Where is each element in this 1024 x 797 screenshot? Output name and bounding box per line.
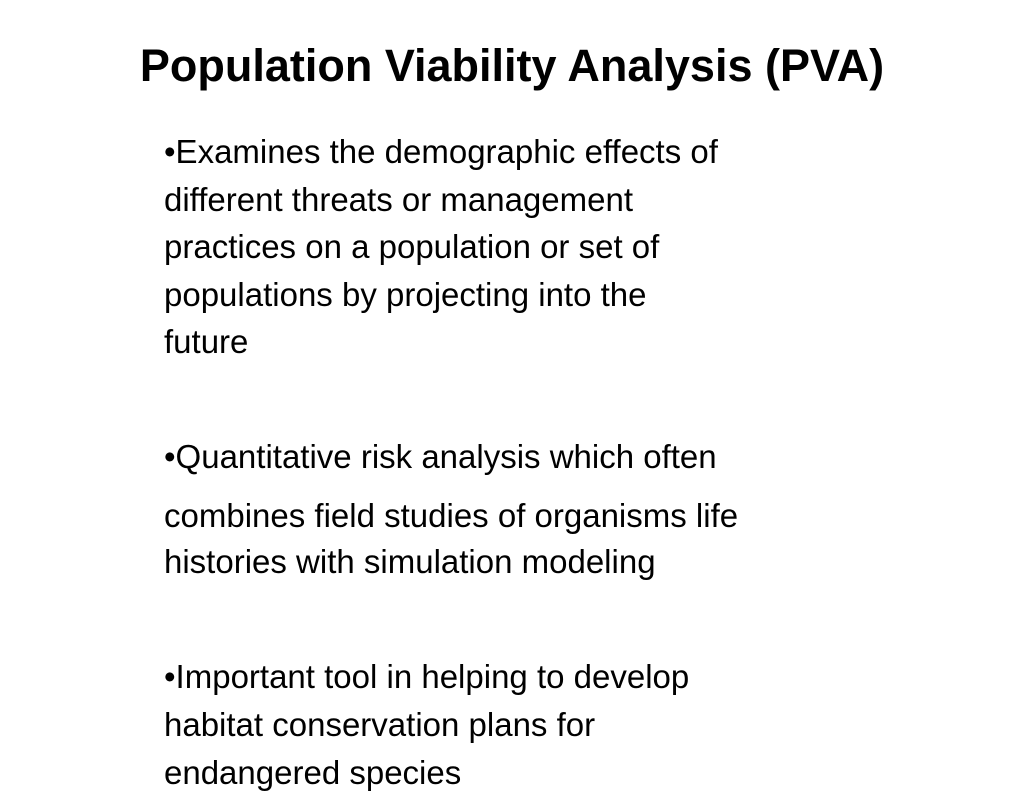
bullet-item [164,434,884,585]
bullet-item [164,128,884,366]
bullet-text-line: •Quantitative risk analysis which often [164,438,717,475]
bullet-text-line: future [164,323,249,360]
bullet-text-line: •Important tool in helping to develop [164,658,690,695]
bullet-text-line: histories with simulation modeling [164,543,656,580]
bullet-item [164,653,884,797]
bullet-text-line: different threats or management [164,180,633,218]
bullet-text-line: practices on a population or set of [164,228,660,265]
bullet-text-line: endangered species [164,754,462,791]
slide-title: Population Viability Analysis (PVA) [139,40,885,91]
bullet-text-line: combines field studies of organisms life [164,497,739,534]
bullet-text-line: populations by projecting into the [164,275,647,313]
bullet-text-line: •Examines the demographic effects of [164,133,718,170]
bullet-text-line: habitat conservation plans for [164,706,596,743]
